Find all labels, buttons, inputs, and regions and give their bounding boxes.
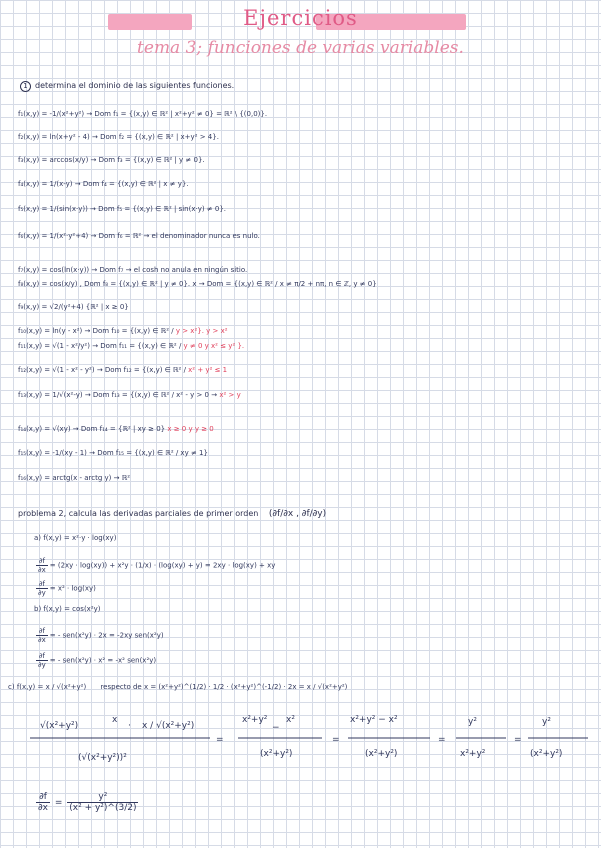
part-a-dx: $\frac{\partial f}{\partial x}$ = (2xy · log(xy)) + x²y · (1/x) · (log(xy) + y) = 2xy · log(xy) + xy (38, 557, 276, 574)
problem1-heading (20, 81, 234, 92)
list-item: f₄(x,y) = 1/(x-y) → Dom f₄ = {(x,y) ∈ ℝ² | x ≠ y}. (18, 180, 189, 188)
svg-text:√(x²+y²): √(x²+y²) (40, 721, 79, 731)
svg-text:(x²+y²): (x²+y²) (260, 749, 293, 759)
part-a-dy: $\frac{\partial f}{\partial y}$ = x² · log(xy) (38, 580, 96, 597)
list-item: f₁₃(x,y) = 1/√(x²-y) → Dom f₁₃ = {(x,y) ∈ ℝ² / x² - y > 0 → x² > y (18, 391, 241, 399)
problem1-heading-text: determina el dominio de las siguientes funciones. (35, 81, 235, 90)
svg-text:x²+y²: x²+y² (242, 715, 268, 725)
list-item: f₁₁(x,y) = √(1 - x²/y²) → Dom f₁₁ = {(x,y) ∈ ℝ² / y ≠ 0 y x² ≤ y² }. (18, 342, 245, 350)
svg-text:y²: y² (542, 717, 551, 727)
part-c-result: $\frac{\partial f}{\partial x}$ = $\frac{\text{y²}}{\text{(x² + y²)\textasciicircum{}(3/2)}}$ (38, 792, 137, 813)
part-a-function: a) f(x,y) = x²·y · log(xy) (34, 534, 117, 542)
svg-text:x²+y² − x²: x²+y² − x² (350, 715, 398, 725)
list-item: f₁₄(x,y) = √(xy) → Dom f₁₄ = {ℝ² | xy ≥ 0} x ≥ 0 y y ≥ 0 (18, 425, 214, 433)
problem2-heading: problema 2, calcula las derivadas parciales de primer orden (∂f/∂x , ∂f/∂y) (18, 509, 327, 519)
page-subtitle: tema 3; funciones de varias variables. (137, 38, 464, 58)
svg-text:x: x (112, 715, 118, 725)
svg-text:x / √(x²+y²): x / √(x²+y²) (142, 721, 195, 731)
svg-text:−: − (272, 723, 280, 733)
list-item: f₂(x,y) = ln(x+y² - 4) → Dom f₂ = {(x,y) ∈ ℝ² | x+y² > 4}. (18, 133, 219, 141)
part-b-dx: $\frac{\partial f}{\partial x}$ = - sen(x²y) · 2x = -2xy sen(x²y) (38, 627, 164, 644)
list-item: f₇(x,y) = cos(ln(x·y)) → Dom f₇ → el cosh no anula en ningún sitio. (18, 266, 248, 274)
part-c-function: c) f(x,y) = x / √(x²+y²) respecto de x = (x²+y²)^(1/2) · 1/2 · (x²+y²)^(-1/2) · 2x = x / √(x²+y²) (8, 683, 348, 691)
list-item: f₅(x,y) = 1/(sin(x·y)) → Dom f₅ = {(x,y) ∈ ℝ² | sin(x·y) ≠ 0}. (18, 205, 227, 213)
problem-number-badge: 1 (20, 81, 31, 92)
page-title: Ejercicios (243, 6, 358, 30)
list-item: f₃(x,y) = arccos(x/y) → Dom f₃ = {(x,y) ∈ ℝ² | y ≠ 0}. (18, 156, 205, 164)
svg-text:(√(x²+y²))²: (√(x²+y²))² (78, 753, 127, 763)
list-item: f₆(x,y) = 1/(x²·y²+4) → Dom f₆ = ℝ² → el denominador nunca es nulo. (18, 232, 260, 240)
list-item: f₁₅(x,y) = -1/(xy - 1) → Dom f₁₅ = {(x,y) ∈ ℝ² / xy ≠ 1} (18, 449, 208, 457)
svg-text:=: = (514, 735, 522, 745)
list-item: f₈(x,y) = cos(x/y) , Dom f₈ = {(x,y) ∈ ℝ² | y ≠ 0}. x → Dom = {(x,y) ∈ ℝ² / x ≠ π/2 + nπ, n ∈ ℤ, y ≠ 0} (18, 280, 377, 288)
svg-text:(x²+y²): (x²+y²) (365, 749, 398, 759)
list-item: f₁₆(x,y) = arctg(x - arctg y) → ℝ² (18, 474, 131, 482)
list-item: f₉(x,y) = √2/(y²+4) {ℝ² | x ≥ 0} (18, 303, 129, 311)
worked-fraction-steps (20, 700, 590, 780)
part-b-dy: $\frac{\partial f}{\partial y}$ = - sen(x²y) · x² = -x² sen(x²y) (38, 652, 157, 669)
list-item: f₁(x,y) = -1/(x²+y²) → Dom f₁ = {(x,y) ∈ ℝ² | x²+y² ≠ 0} = ℝ² \ {(0,0)}. (18, 110, 268, 118)
partial-pair: (∂f/∂x , ∂f/∂y) (268, 509, 327, 519)
list-item: f₁₀(x,y) = ln(y - x²) → Dom f₁₀ = {(x,y) ∈ ℝ² / y > x²}. y > x² (18, 327, 228, 335)
svg-text:=: = (216, 735, 224, 745)
svg-text:=: = (332, 735, 340, 745)
list-item: f₁₂(x,y) = √(1 - x² - y²) → Dom f₁₂ = {(x,y) ∈ ℝ² / x² + y² ≤ 1 (18, 366, 228, 374)
svg-text:y²: y² (468, 717, 477, 727)
svg-text:=: = (438, 735, 446, 745)
svg-text:·: · (128, 721, 131, 731)
svg-text:x²+y²: x²+y² (460, 749, 486, 759)
svg-text:x²: x² (286, 715, 295, 725)
svg-text:(x²+y²): (x²+y²) (530, 749, 563, 759)
part-b-function: b) f(x,y) = cos(x²y) (34, 605, 101, 613)
